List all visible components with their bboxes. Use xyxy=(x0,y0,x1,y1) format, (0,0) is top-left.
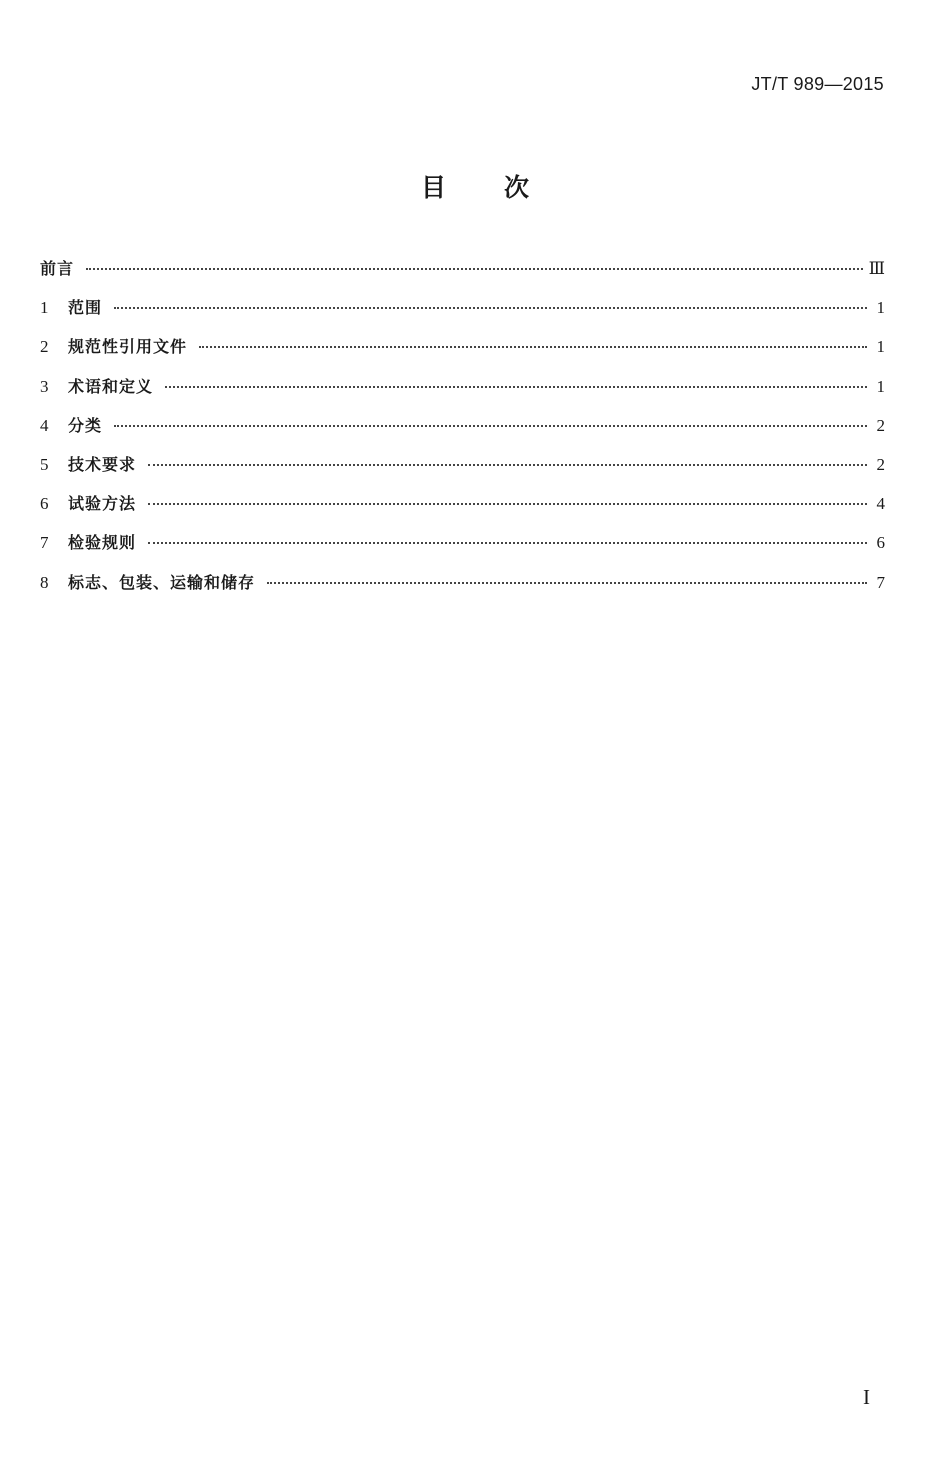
toc-number: 1 xyxy=(40,298,49,318)
toc-leader xyxy=(114,307,867,309)
toc-page: 2 xyxy=(876,415,885,435)
toc-leader xyxy=(267,582,867,584)
toc-number: 2 xyxy=(40,337,49,357)
toc-label: 前言 xyxy=(40,259,75,278)
table-of-contents xyxy=(40,254,885,607)
page-title xyxy=(0,168,950,204)
toc-leader xyxy=(148,503,867,505)
toc-page: 1 xyxy=(876,298,885,318)
toc-entry-1[interactable] xyxy=(40,293,885,332)
toc-number: 3 xyxy=(40,376,49,396)
toc-leader xyxy=(148,542,867,544)
toc-page: Ⅲ xyxy=(868,259,885,278)
toc-page: 2 xyxy=(876,454,885,474)
page-number: I xyxy=(863,1385,870,1409)
toc-label: 范围 xyxy=(68,298,103,318)
toc-entry-foreword[interactable] xyxy=(40,254,885,293)
toc-entry-5[interactable] xyxy=(40,450,885,489)
toc-page: 1 xyxy=(876,376,885,396)
toc-entry-6[interactable] xyxy=(40,489,885,528)
toc-label: 检验规则 xyxy=(68,533,137,553)
toc-number: 7 xyxy=(40,533,49,553)
toc-leader xyxy=(148,464,867,466)
toc-entry-2[interactable] xyxy=(40,332,885,371)
toc-number: 4 xyxy=(40,415,49,435)
toc-number: 6 xyxy=(40,494,49,514)
toc-leader xyxy=(199,346,867,348)
toc-page: 6 xyxy=(876,533,885,553)
toc-entry-4[interactable] xyxy=(40,411,885,450)
toc-number: 5 xyxy=(40,454,49,474)
standard-code: JT/T 989—2015 xyxy=(751,74,884,94)
toc-label: 试验方法 xyxy=(68,494,137,514)
toc-label: 标志、包装、运输和储存 xyxy=(68,572,256,592)
toc-leader xyxy=(165,386,867,388)
toc-page: 1 xyxy=(876,337,885,357)
toc-leader xyxy=(86,268,863,270)
toc-entry-8[interactable] xyxy=(40,568,885,607)
toc-label: 分类 xyxy=(68,415,103,435)
toc-label: 技术要求 xyxy=(68,454,137,474)
toc-entry-3[interactable] xyxy=(40,372,885,411)
toc-label: 术语和定义 xyxy=(68,376,154,396)
toc-number: 8 xyxy=(40,572,49,592)
title-part-2: 次 xyxy=(504,173,530,202)
title-part-1: 目 xyxy=(420,173,446,202)
toc-page: 4 xyxy=(876,494,885,514)
toc-page: 7 xyxy=(876,572,885,592)
toc-leader xyxy=(114,425,867,427)
toc-label: 规范性引用文件 xyxy=(68,337,188,357)
toc-entry-7[interactable] xyxy=(40,528,885,567)
